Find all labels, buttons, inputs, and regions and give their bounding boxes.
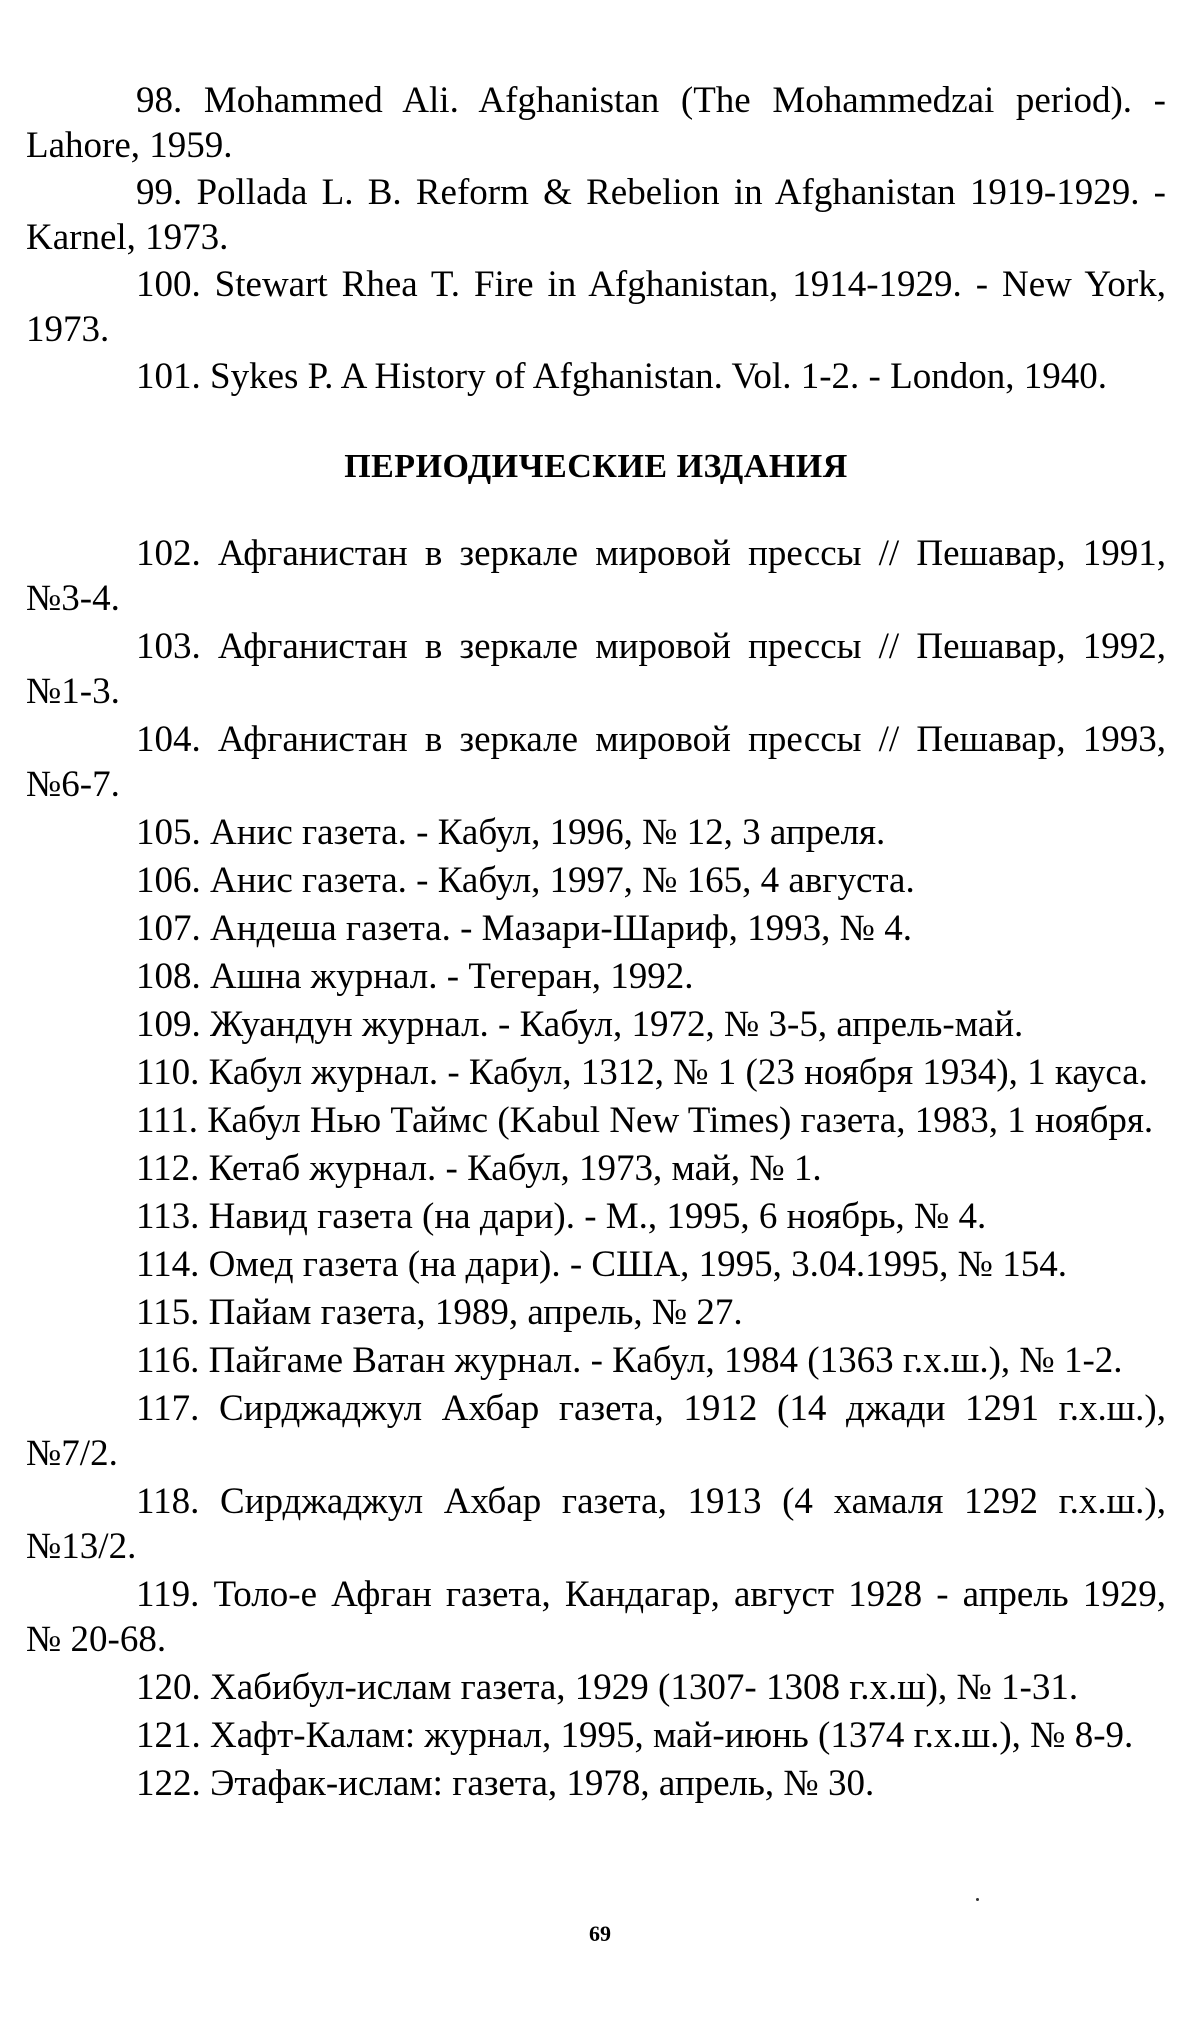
page-number: 69 xyxy=(589,1921,611,1946)
bibliography-entry-122: 122. Этафак-ислам: газета, 1978, апрель, № 30. xyxy=(136,1763,875,1804)
bibliography-entry-105: 105. Анис газета. - Кабул, 1996, № 12, 3 апреля. xyxy=(136,812,886,853)
bibliography-entry-116: 116. Пайгаме Ватан журнал. - Кабул, 1984 (1363 г.х.ш.), № 1-2. xyxy=(136,1340,1123,1381)
bibliography-entry-120: 120. Хабибул-ислам газета, 1929 (1307- 1308 г.х.ш), № 1-31. xyxy=(136,1667,1079,1708)
bibliography-entry-110: 110. Кабул журнал. - Кабул, 1312, № 1 (23 ноября 1934), 1 кауса. xyxy=(136,1052,1148,1093)
bibliography-entry-104: 104. Афганистан в зеркале мировой прессы // Пешавар, 1993, №6-7. xyxy=(26,719,1166,805)
bibliography-entry-99: 99. Pollada L. B. Reform & Rebelion in Afghanistan 1919-1929. - Karnel, 1973. xyxy=(26,172,1166,258)
bibliography-entry-106: 106. Анис газета. - Кабул, 1997, № 165, 4 августа. xyxy=(136,860,915,901)
bibliography-entry-101: 101. Sykes P. A History of Afghanistan. Vol. 1-2. - London, 1940. xyxy=(136,356,1107,397)
bibliography-entry-111: 111. Кабул Нью Таймс (Kabul New Times) газета, 1983, 1 ноября. xyxy=(136,1100,1154,1141)
scan-speck xyxy=(976,1898,979,1901)
bibliography-entry-119: 119. Толо-е Афган газета, Кандагар, август 1928 - апрель 1929, № 20-68. xyxy=(26,1574,1166,1660)
bibliography-content xyxy=(26,78,1166,1806)
bibliography-entry-121: 121. Хафт-Калам: журнал, 1995, май-июнь (1374 г.х.ш.), № 8-9. xyxy=(136,1715,1134,1756)
bibliography-entry-109: 109. Жуандун журнал. - Кабул, 1972, № 3-5, апрель-май. xyxy=(136,1004,1024,1045)
periodicals-list xyxy=(26,531,1166,1806)
bibliography-entry-98: 98. Mohammed Ali. Afghanistan (The Mohammedzai period). - Lahore, 1959. xyxy=(26,80,1166,166)
bibliography-entry-100: 100. Stewart Rhea T. Fire in Afghanistan, 1914-1929. - New York, 1973. xyxy=(26,264,1166,350)
bibliography-entry-117: 117. Сирджаджул Ахбар газета, 1912 (14 джади 1291 г.х.ш.), №7/2. xyxy=(26,1388,1166,1474)
bibliography-entry-112: 112. Кетаб журнал. - Кабул, 1973, май, № 1. xyxy=(136,1148,822,1189)
bibliography-entry-103: 103. Афганистан в зеркале мировой прессы // Пешавар, 1992, №1-3. xyxy=(26,626,1166,712)
bibliography-entry-115: 115. Пайам газета, 1989, апрель, № 27. xyxy=(136,1292,743,1333)
section-heading-periodicals: ПЕРИОДИЧЕСКИЕ ИЗДАНИЯ xyxy=(344,448,848,485)
bibliography-entry-114: 114. Омед газета (на дари). - США, 1995, 3.04.1995, № 154. xyxy=(136,1244,1067,1285)
bibliography-entry-102: 102. Афганистан в зеркале мировой прессы // Пешавар, 1991, №3-4. xyxy=(26,533,1166,619)
bibliography-entry-113: 113. Навид газета (на дари). - М., 1995, 6 ноябрь, № 4. xyxy=(136,1196,987,1237)
bibliography-entry-118: 118. Сирджаджул Ахбар газета, 1913 (4 хамаля 1292 г.х.ш.), №13/2. xyxy=(26,1481,1166,1567)
bibliography-entry-108: 108. Ашна журнал. - Тегеран, 1992. xyxy=(136,956,694,997)
bibliography-entry-107: 107. Андеша газета. - Мазари-Шариф, 1993, № 4. xyxy=(136,908,912,949)
